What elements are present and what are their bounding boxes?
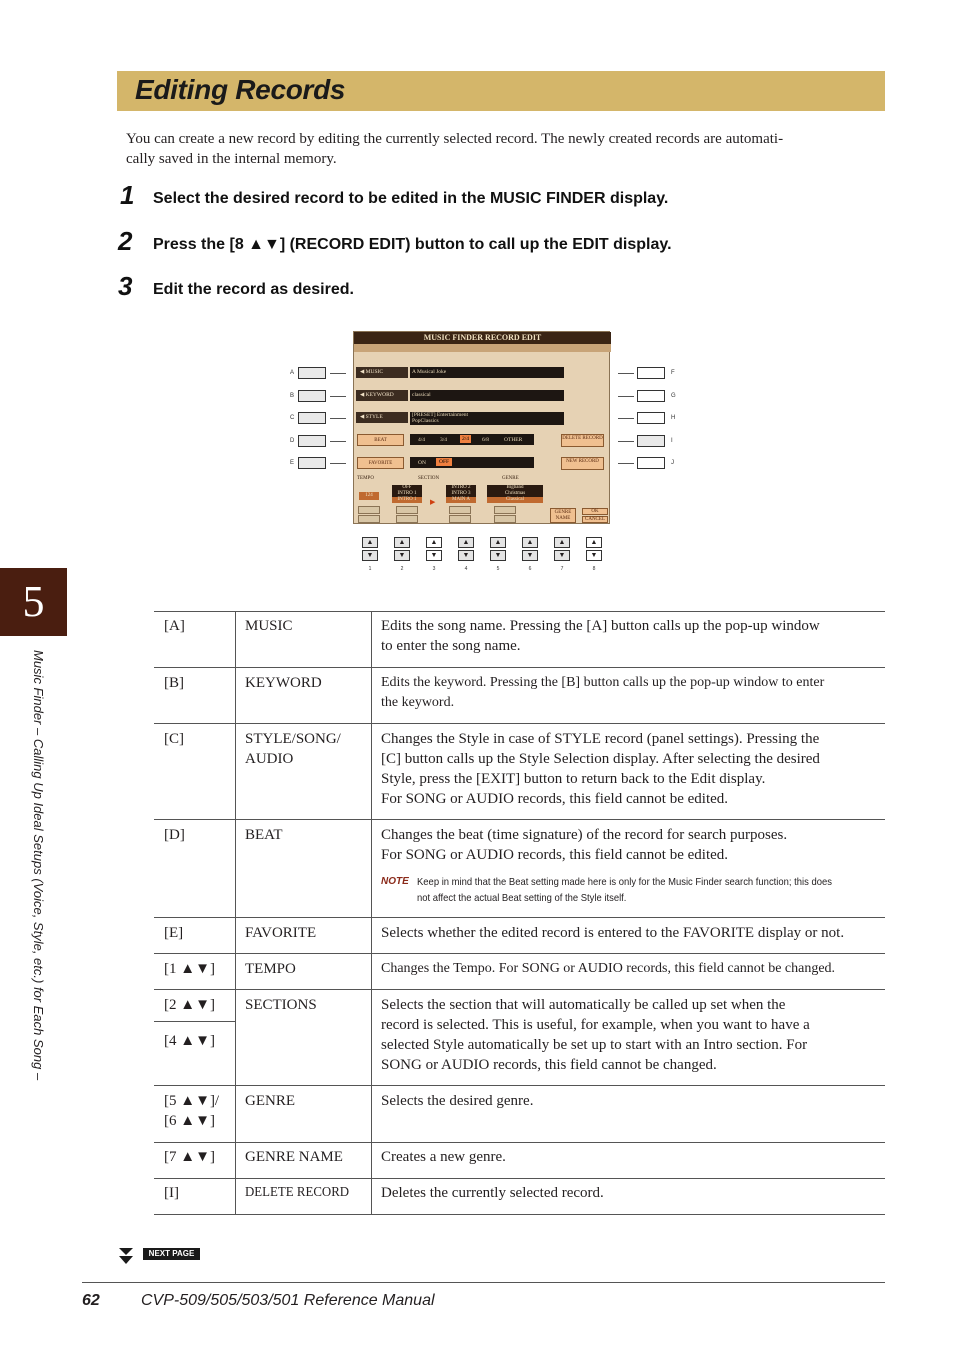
section-up-arrow	[449, 506, 471, 514]
footer-rule	[82, 1282, 885, 1283]
section-list-1	[392, 485, 422, 503]
step-text: Edit the record as desired.	[153, 281, 354, 298]
desc-line: Style, press the [EXIT] button to return back to the Edit display.	[381, 771, 766, 787]
table-rule	[154, 667, 885, 668]
arrow-right-icon: ▶	[430, 498, 436, 506]
desc-line: Deletes the currently selected record.	[381, 1185, 604, 1201]
down-icon: ▼	[522, 550, 538, 561]
section-label: SECTION	[418, 476, 440, 481]
music-field: A Musical Joke	[410, 367, 564, 378]
favorite-option: ON	[418, 460, 426, 466]
table-name: DELETE RECORD	[245, 1185, 350, 1200]
ok-button: OK	[582, 508, 608, 515]
beat-button: BEAT	[357, 434, 404, 446]
table-key: [A]	[164, 618, 185, 634]
side-letter: I	[671, 438, 673, 444]
up-icon: ▲	[490, 537, 506, 548]
button-number: 2	[400, 566, 404, 572]
beat-option: 4/4	[418, 437, 426, 443]
intro-line: cally saved in the internal memory.	[126, 151, 337, 167]
beat-option: 3/4	[440, 437, 448, 443]
tempo-value: 124	[359, 492, 379, 500]
down-icon: ▼	[490, 550, 506, 561]
down-icon: ▼	[554, 550, 570, 561]
new-record-button: NEW RECORD	[561, 457, 604, 470]
key-line: [5 ▲▼]/	[164, 1093, 220, 1109]
down-icon: ▼	[362, 550, 378, 561]
desc-line: record is selected. This is useful, for example, when you want to have a	[381, 1017, 810, 1033]
side-letter: H	[671, 415, 676, 421]
table-desc	[381, 1147, 881, 1167]
step-text: Press the [8 ▲▼] (RECORD EDIT) button to call up the EDIT display.	[153, 236, 672, 253]
up-icon: ▲	[362, 537, 378, 548]
connector-line	[618, 418, 634, 419]
desc-line: Edits the keyword. Pressing the [B] button calls up the pop-up window to enter	[381, 675, 825, 690]
note-line: Keep in mind that the Beat setting made here is only for the Music Finder search function; this does	[417, 876, 832, 888]
side-letter: A	[290, 370, 295, 376]
table-desc	[381, 959, 881, 979]
note-label: NOTE	[381, 876, 409, 887]
button-h[interactable]	[637, 412, 665, 424]
intro-paragraph	[126, 129, 871, 169]
connector-line	[330, 463, 346, 464]
side-letter: J	[671, 460, 674, 466]
up-icon: ▲	[394, 537, 410, 548]
button-e[interactable]	[298, 457, 326, 469]
desc-line: Selects whether the edited record is entered to the FAVORITE display or not.	[381, 925, 845, 941]
style-value-line: [PRESET] Entertainment	[412, 412, 469, 418]
style-label: ◀ STYLE	[356, 412, 408, 423]
table-rule	[154, 1085, 885, 1086]
up-icon: ▲	[554, 537, 570, 548]
button-f[interactable]	[637, 367, 665, 379]
table-name: TEMPO	[245, 961, 296, 977]
style-value-line: PopClassics	[412, 418, 439, 424]
desc-line: Changes the Style in case of STYLE record (panel settings). Pressing the	[381, 731, 820, 747]
table-rule	[154, 989, 885, 990]
table-rule	[154, 1178, 885, 1179]
table-name	[245, 729, 341, 769]
favorite-options	[410, 457, 534, 468]
button-j[interactable]	[637, 457, 665, 469]
table-rule	[154, 1214, 885, 1215]
table-name: GENRE	[245, 1093, 295, 1109]
step-number: 1	[120, 180, 135, 210]
desc-line: Selects the desired genre.	[381, 1093, 534, 1109]
desc-line: Changes the Tempo. For SONG or AUDIO records, this field cannot be changed.	[381, 961, 836, 976]
button-7-updown[interactable]	[554, 537, 570, 562]
section-item: OFF	[402, 485, 412, 490]
button-number: 8	[592, 566, 596, 572]
genre-item: Christmas	[504, 491, 526, 496]
table-rule	[154, 1142, 885, 1143]
button-6-updown[interactable]	[522, 537, 538, 562]
table-rule	[154, 917, 885, 918]
desc-line: SONG or AUDIO records, this field cannot be changed.	[381, 1057, 717, 1073]
genre-list	[487, 485, 543, 503]
manual-title: CVP-509/505/503/501 Reference Manual	[141, 1292, 435, 1309]
next-page-marker	[117, 1246, 201, 1266]
delete-record-button: DELETE RECORD	[561, 434, 604, 447]
table-name: KEYWORD	[245, 675, 322, 691]
table-key	[164, 1091, 219, 1131]
table-desc	[381, 1183, 881, 1203]
table-name: MUSIC	[245, 618, 293, 634]
beat-option: 6/8	[482, 437, 490, 443]
button-g[interactable]	[637, 390, 665, 402]
style-field	[410, 412, 564, 425]
section-down-arrow	[449, 515, 471, 523]
table-desc	[381, 825, 881, 865]
table-name: FAVORITE	[245, 925, 317, 941]
up-icon: ▲	[586, 537, 602, 548]
tempo-up-arrow	[358, 506, 380, 514]
table-rule	[154, 1021, 235, 1022]
button-number: 4	[464, 566, 468, 572]
section-item: INTRO 3	[451, 491, 471, 496]
favorite-button: FAVORITE	[357, 457, 404, 469]
music-label: ◀ MUSIC	[356, 367, 408, 378]
desc-line: For SONG or AUDIO records, this field cannot be edited.	[381, 791, 729, 807]
genre-down-arrow	[494, 515, 516, 523]
button-b[interactable]	[298, 390, 326, 402]
table-desc	[381, 729, 881, 809]
button-number: 3	[432, 566, 436, 572]
table-key: [E]	[164, 925, 184, 941]
button-5-updown[interactable]	[490, 537, 506, 562]
side-letter: E	[290, 460, 295, 466]
section-item: INTRO 1	[397, 491, 417, 496]
down-icon: ▼	[426, 550, 442, 561]
table-key: [I]	[164, 1185, 179, 1201]
beat-option: OTHER	[504, 437, 523, 443]
intro-line: You can create a new record by editing the currently selected record. The newly created records are automati-	[126, 131, 784, 147]
table-rule	[154, 611, 885, 612]
desc-line: Selects the section that will automatically be called up set when the	[381, 997, 786, 1013]
side-letter: F	[671, 370, 675, 376]
table-key: [D]	[164, 827, 185, 843]
genre-up-arrow	[494, 506, 516, 514]
screen-title-underline	[354, 344, 611, 352]
table-rule	[154, 723, 885, 724]
genre-item: Bigband	[506, 485, 524, 490]
table-column-rule	[371, 611, 372, 1215]
button-number: 5	[496, 566, 500, 572]
table-key: [B]	[164, 675, 184, 691]
button-8-updown[interactable]	[586, 537, 602, 562]
screen-title: MUSIC FINDER RECORD EDIT	[354, 332, 611, 352]
cancel-button: CANCEL	[582, 516, 608, 523]
button-number: 6	[528, 566, 532, 572]
table-desc	[381, 616, 881, 656]
keyword-label: ◀ KEYWORD	[356, 390, 408, 401]
desc-line: [C] button calls up the Style Selection display. After selecting the desired	[381, 751, 820, 767]
button-number: 1	[368, 566, 372, 572]
desc-line: to enter the song name.	[381, 638, 521, 654]
button-number: 7	[560, 566, 564, 572]
table-desc	[381, 673, 881, 713]
keyword-field: classical	[410, 390, 564, 401]
side-letter: D	[290, 438, 295, 444]
connector-line	[618, 441, 634, 442]
beat-option-selected: 2/4	[462, 436, 470, 442]
section-item-selected: MAIN A	[446, 497, 476, 503]
chapter-tab	[0, 568, 67, 636]
lcd-screen	[353, 331, 610, 524]
step-text: Select the desired record to be edited in the MUSIC FINDER display.	[153, 190, 669, 207]
section-title: Editing Records	[135, 74, 346, 105]
section-item: INTRO 2	[451, 485, 471, 490]
page-number: 62	[82, 1292, 100, 1309]
desc-line: selected Style automatically be set up to start with an Intro section. For	[381, 1037, 808, 1053]
side-letter: B	[290, 393, 295, 399]
table-rule	[154, 819, 885, 820]
button-a[interactable]	[298, 367, 326, 379]
connector-line	[330, 396, 346, 397]
button-3-updown[interactable]	[426, 537, 442, 562]
genre-item-selected: Classical	[487, 497, 543, 503]
desc-line: Creates a new genre.	[381, 1149, 506, 1165]
tempo-down-arrow	[358, 515, 380, 523]
chapter-number: 5	[22, 577, 45, 626]
button-2-updown[interactable]	[394, 537, 410, 562]
connector-line	[618, 463, 634, 464]
desc-line: the keyword.	[381, 695, 455, 710]
genre-name-button: GENRE NAME	[550, 508, 576, 523]
section-down-arrow	[396, 515, 418, 523]
down-icon: ▼	[458, 550, 474, 561]
table-key: [4 ▲▼]	[164, 1033, 215, 1049]
table-key: [7 ▲▼]	[164, 1149, 215, 1165]
table-desc	[381, 995, 881, 1075]
button-d[interactable]	[298, 435, 326, 447]
button-4-updown[interactable]	[458, 537, 474, 562]
up-icon: ▲	[522, 537, 538, 548]
connector-line	[330, 373, 346, 374]
down-icon: ▼	[394, 550, 410, 561]
table-desc	[381, 923, 881, 943]
desc-line: Changes the beat (time signature) of the record for search purposes.	[381, 827, 788, 843]
section-list-2	[446, 485, 476, 503]
step-number: 3	[118, 271, 133, 301]
name-line: AUDIO	[245, 751, 294, 767]
double-chevron-down-icon	[117, 1246, 135, 1266]
table-key: [C]	[164, 731, 184, 747]
note-line: not affect the actual Beat setting of the Style itself.	[417, 892, 627, 904]
table-desc	[381, 1091, 881, 1111]
desc-line: For SONG or AUDIO records, this field cannot be edited.	[381, 847, 729, 863]
beat-options	[410, 434, 534, 445]
up-icon: ▲	[458, 537, 474, 548]
key-line: [6 ▲▼]	[164, 1113, 215, 1129]
button-i[interactable]	[637, 435, 665, 447]
section-item-selected: INTRO 1	[392, 497, 422, 503]
table-key: [2 ▲▼]	[164, 997, 215, 1013]
connector-line	[618, 396, 634, 397]
down-icon: ▼	[586, 550, 602, 561]
note-text	[417, 874, 867, 906]
desc-line: Edits the song name. Pressing the [A] button calls up the pop-up window	[381, 618, 820, 634]
next-page-label: NEXT PAGE	[143, 1248, 200, 1260]
table-key: [1 ▲▼]	[164, 961, 215, 977]
genre-label: GENRE	[502, 476, 519, 481]
chapter-caption: Music Finder – Calling Up Ideal Setups (Voice, Style, etc.) for Each Song –	[31, 650, 46, 1081]
step-number: 2	[118, 226, 133, 256]
table-name: SECTIONS	[245, 997, 317, 1013]
section-up-arrow	[396, 506, 418, 514]
connector-line	[330, 441, 346, 442]
connector-line	[618, 373, 634, 374]
up-icon: ▲	[426, 537, 442, 548]
button-1-updown[interactable]	[362, 537, 378, 562]
button-c[interactable]	[298, 412, 326, 424]
table-rule	[154, 953, 885, 954]
favorite-option-selected: OFF	[436, 458, 452, 466]
section-title-bar	[117, 71, 885, 111]
tempo-label: TEMPO	[357, 476, 374, 481]
table-name: BEAT	[245, 827, 283, 843]
side-letter: G	[671, 393, 676, 399]
table-name: GENRE NAME	[245, 1149, 343, 1165]
table-column-rule	[235, 611, 236, 1215]
connector-line	[330, 418, 346, 419]
name-line: STYLE/SONG/	[245, 731, 341, 747]
side-letter: C	[290, 415, 295, 421]
